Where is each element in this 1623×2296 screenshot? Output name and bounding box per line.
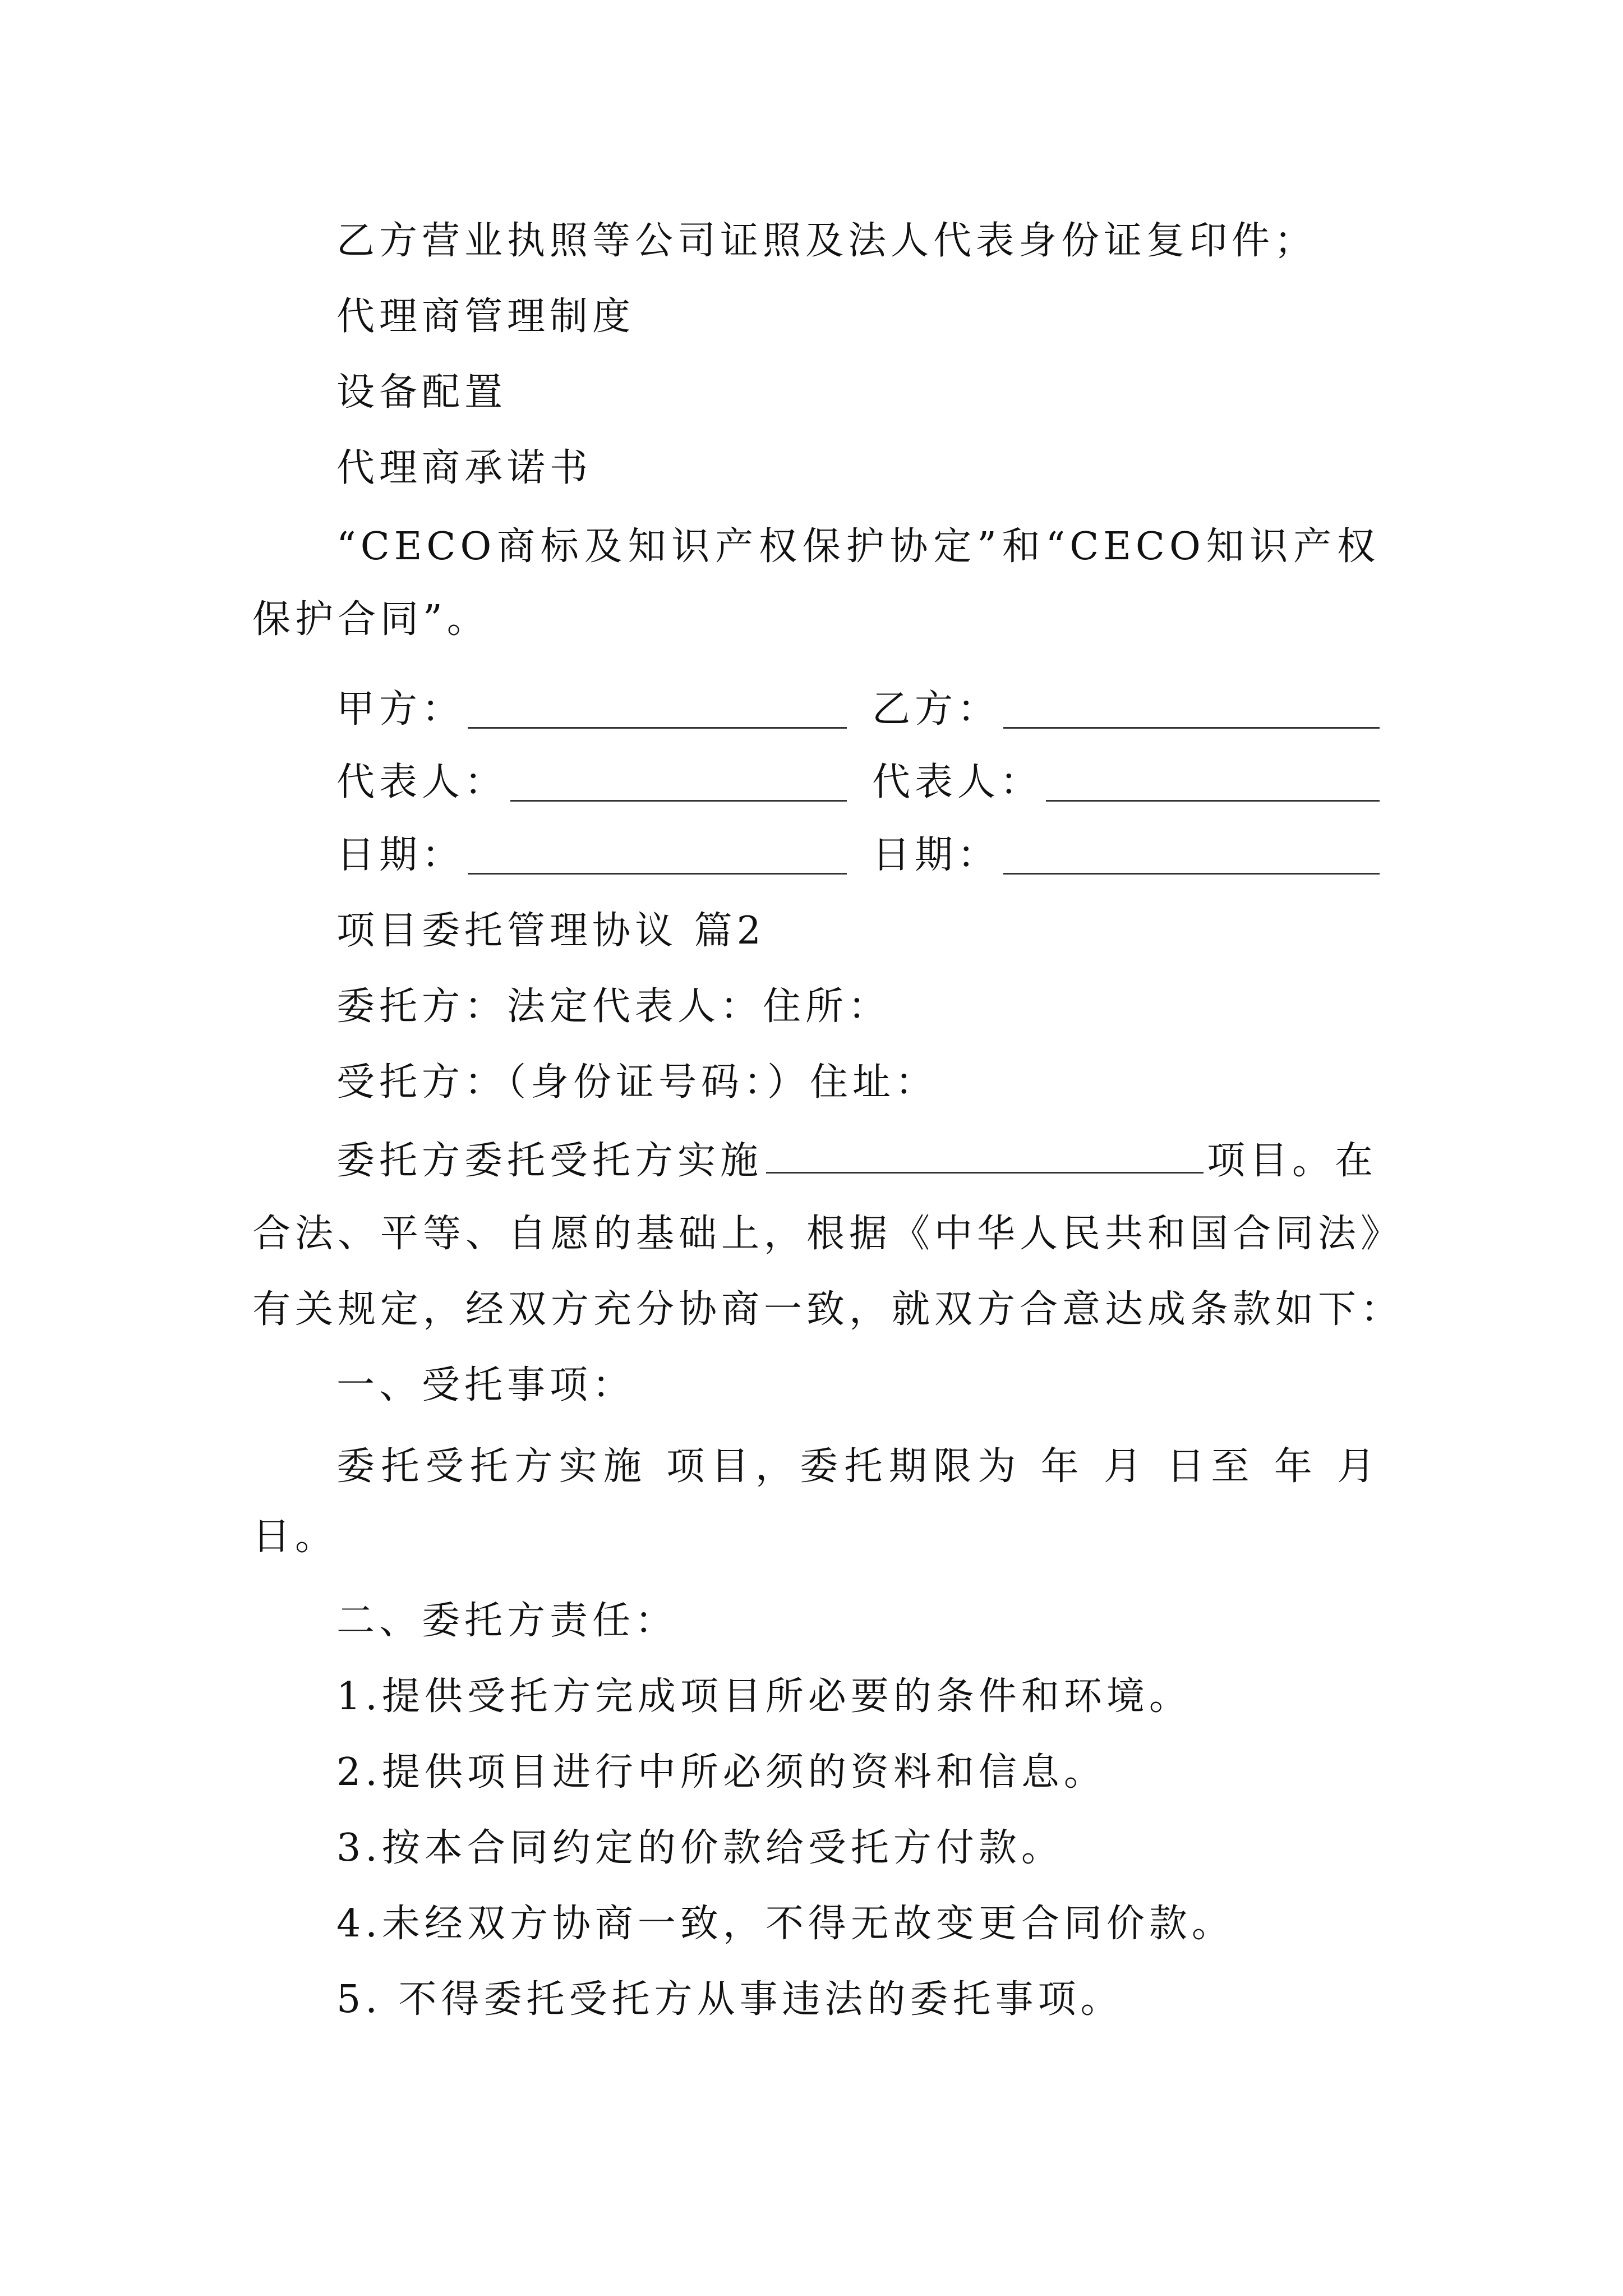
signature-row-date [336, 827, 1380, 884]
signature-row-party [336, 682, 1380, 738]
date-a-label: 日期： [336, 833, 465, 877]
attachment-item: 乙方营业执照等公司证照及法人代表身份证复印件； [336, 219, 1317, 263]
duty-item: 1.提供受托方完成项目所必要的条件和环境。 [336, 1674, 1192, 1719]
clause-heading: 一、受托事项： [336, 1363, 635, 1407]
intro-line [336, 1133, 1380, 1189]
rep-a-blank [510, 800, 847, 802]
intro-line: 有关规定，经双方充分协商一致，就双方合意达成条款如下： [252, 1287, 1404, 1332]
party-a-blank [468, 727, 847, 729]
party-b-label: 乙方： [872, 687, 1000, 731]
ip-agreement-line: 保护合同”。 [252, 597, 490, 642]
attachment-item: 代理商承诺书 [336, 446, 593, 490]
attachment-item: 代理商管理制度 [336, 295, 635, 339]
duty-item: 2.提供项目进行中所必须的资料和信息。 [336, 1750, 1106, 1795]
party-a-field [336, 682, 847, 738]
clause-heading: 二、委托方责任： [336, 1599, 678, 1643]
intro-suffix: 项目。在 [1207, 1139, 1378, 1183]
date-b-blank [1003, 873, 1380, 875]
intro-line: 合法、平等、自愿的基础上，根据《中华人民共和国合同法》 [252, 1212, 1404, 1256]
duty-item: 3.按本合同约定的价款给受托方付款。 [336, 1826, 1064, 1870]
party-b-field [872, 682, 1380, 738]
clause-text: 委托受托方实施 项目，委托期限为 年 月 日至 年 月 [336, 1444, 1380, 1489]
clause-text: 日。 [252, 1515, 338, 1559]
project-blank [766, 1138, 1204, 1174]
date-b-field [872, 827, 1380, 884]
party-a-label: 甲方： [336, 687, 465, 731]
rep-b-blank [1046, 800, 1380, 802]
date-a-blank [468, 873, 847, 875]
section-title: 项目委托管理协议 篇2 [336, 909, 766, 953]
duty-item: 4.未经双方协商一致，不得无故变更合同价款。 [336, 1902, 1234, 1946]
date-a-field [336, 827, 847, 884]
signature-row-representative [336, 754, 1380, 811]
ip-agreement-line: “CECO商标及知识产权保护协定”和“CECO知识产权 [336, 524, 1380, 569]
intro-prefix: 委托方委托受托方实施 [336, 1139, 763, 1183]
attachment-item: 设备配置 [336, 370, 508, 415]
principal-line: 委托方：法定代表人：住所： [336, 984, 891, 1029]
duty-item: 5. 不得委托受托方从事违法的委托事项。 [336, 1977, 1123, 2022]
rep-b-label: 代表人： [872, 760, 1043, 804]
date-b-label: 日期： [872, 833, 1000, 877]
rep-a-field [336, 754, 847, 811]
agent-line: 受托方：（身份证号码：）住址： [336, 1060, 938, 1105]
rep-a-label: 代表人： [336, 760, 508, 804]
party-b-blank [1003, 727, 1380, 729]
rep-b-field [872, 754, 1380, 811]
